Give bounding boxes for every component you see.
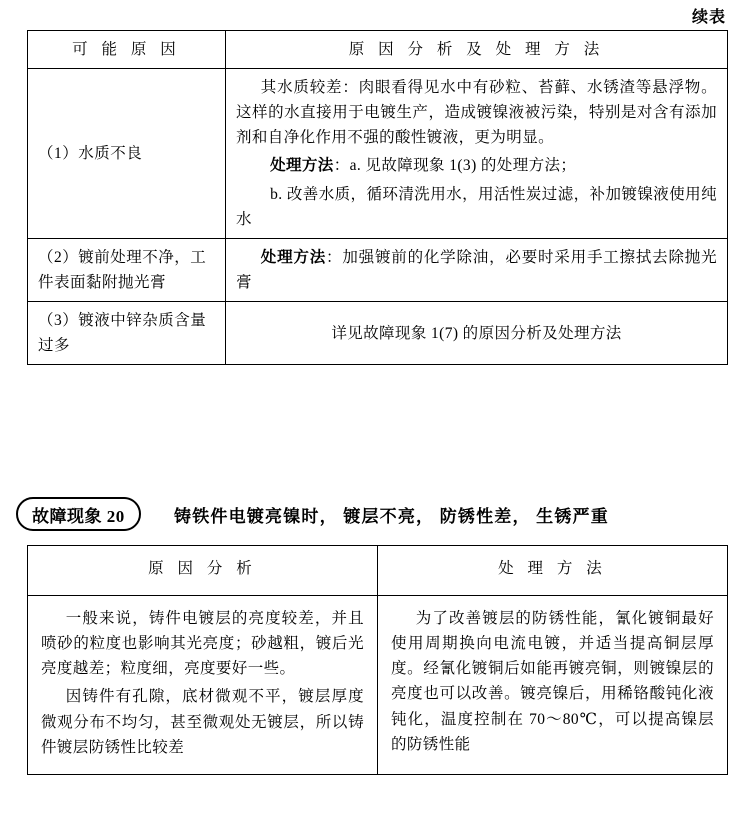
column-header-cause-analysis: 原 因 分 析 [28, 546, 378, 596]
fault-banner [16, 497, 738, 533]
cause-text: （2）镀前处理不净，工件表面黏附抛光膏 [28, 238, 226, 301]
cause-analysis-cell [28, 596, 378, 775]
treatment-paragraph: 为了改善镀层的防锈性能，氰化镀铜最好使用周期换向电流电镀，并适当提高铜层厚度。经氰化镀铜后如能再镀亮铜，则镀镍层的亮度也可以改善。镀亮镍后，用稀铬酸钝化液钝化，温度控制在 70～80℃，可以提高镍层的防锈性能 [391, 610, 714, 753]
analysis-cell [226, 238, 728, 301]
cause-text: （3）镀液中锌杂质含量过多 [28, 301, 226, 364]
table-row [28, 301, 728, 364]
fault-analysis-table [27, 545, 728, 775]
analysis-cell [226, 69, 728, 239]
cause-text: （1）水质不良 [28, 69, 226, 239]
table-row [28, 238, 728, 301]
cause-paragraph: 一般来说，铸件电镀层的亮度较差，并且喷砂的粒度也影响其光亮度；砂越粗，镀后光亮度越差；粒度细，亮度要好一些。 [41, 610, 364, 678]
analysis-paragraph: 详见故障现象 1(7) 的原因分析及处理方法 [331, 324, 622, 342]
fault-badge: 故障现象 20 [16, 497, 141, 531]
treatment-label: 处理方法 [260, 248, 327, 266]
continued-table-label: 续表 [691, 9, 726, 26]
column-header-analysis: 原 因 分 析 及 处 理 方 法 [226, 31, 728, 69]
cause-paragraph: 因铸件有孔隙，底材微观不平，镀层厚度微观分布不均匀，甚至微观处无镀层，所以铸件镀层防锈性比较差 [41, 688, 364, 756]
analysis-paragraph-treatment [236, 153, 717, 178]
treatment-label: 处理方法 [270, 157, 334, 175]
treatment-text: ：a. 见故障现象 1(3) 的处理方法； [333, 157, 577, 175]
treatment-method-cell [378, 596, 728, 775]
table-row [28, 596, 728, 775]
column-header-cause: 可 能 原 因 [28, 31, 226, 69]
table-header-row [28, 31, 728, 69]
analysis-paragraph: b. 改善水质，循环清洗用水，用活性炭过滤，补加镀镍液使用纯水 [236, 185, 717, 228]
causes-table [27, 30, 728, 365]
analysis-paragraph: 其水质较差：肉眼看得见水中有砂粒、苔藓、水锈渣等悬浮物。这样的水直接用于电镀生产，造成镀镍液被污染，特别是对含有添加剂和自净化作用不强的酸性镀液，更为明显。 [236, 79, 717, 147]
analysis-paragraph-treatment [236, 245, 717, 295]
column-header-treatment-method: 处 理 方 法 [378, 546, 728, 596]
treatment-text: ：加强镀前的化学除油，必要时采用手工擦拭去除抛光膏 [236, 248, 717, 291]
table-row [28, 69, 728, 239]
analysis-cell [226, 301, 728, 364]
table-header-row [28, 546, 728, 596]
fault-title: 铸铁件电镀亮镍时， 镀层不亮， 防锈性差， 生锈严重 [174, 506, 609, 526]
